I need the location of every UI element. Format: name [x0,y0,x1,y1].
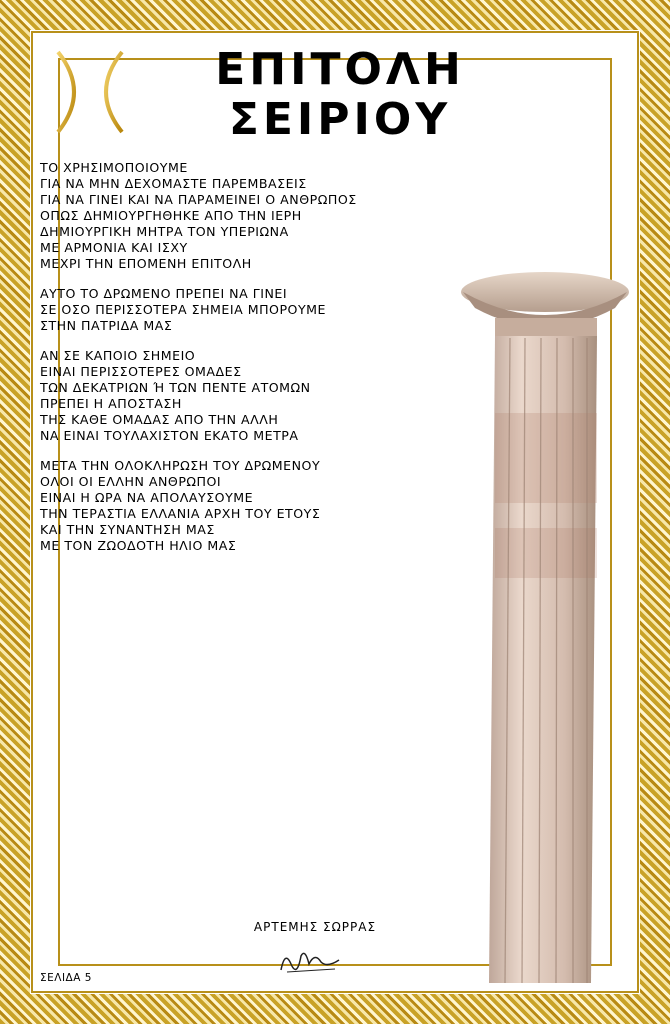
text-line: ΜΕ ΤΟΝ ΖΩΟΔΟΤΗ ΗΛΙΟ ΜΑΣ [40,538,237,553]
stanza-1 [40,160,480,272]
stanza-2 [40,286,480,334]
text-line: ΑΝ ΣΕ ΚΑΠΟΙΟ ΣΗΜΕΙΟ [40,348,196,363]
stanza-3 [40,348,480,444]
text-line: ΝΑ ΕΙΝΑΙ ΤΟΥΛΑΧΙΣΤΟΝ ΕΚΑΤΟ ΜΕΤΡΑ [40,428,299,443]
text-line: ΔΗΜΙΟΥΡΓΙΚΗ ΜΗΤΡΑ ΤΟΝ ΥΠΕΡΙΩΝΑ [40,224,289,239]
text-line: ΣΤΗΝ ΠΑΤΡΙΔΑ ΜΑΣ [40,318,173,333]
text-line: ΟΠΩΣ ΔΗΜΙΟΥΡΓΗΘΗΚΕ ΑΠΟ ΤΗΝ ΙΕΡΗ [40,208,302,223]
letter-body [40,160,480,568]
text-line: ΕΙΝΑΙ Η ΩΡΑ ΝΑ ΑΠΟΛΑΥΣΟΥΜΕ [40,490,254,505]
text-line: ΤΗΣ ΚΑΘΕ ΟΜΑΔΑΣ ΑΠΟ ΤΗΝ ΑΛΛΗ [40,412,279,427]
stanza-4 [40,458,480,554]
doric-column-image [455,268,645,983]
sirius-emblem-icon [40,42,140,142]
text-line: ΓΙΑ ΝΑ ΜΗΝ ΔΕΧΟΜΑΣΤΕ ΠΑΡΕΜΒΑΣΕΙΣ [40,176,307,191]
signature-mark [275,942,345,976]
text-line: ΤΗΝ ΤΕΡΑΣΤΙΑ ΕΛΛΑΝΙΑ ΑΡΧΗ ΤΟΥ ΕΤΟΥΣ [40,506,321,521]
text-line: ΟΛΟΙ ΟΙ ΕΛΛΗΝ ΑΝΘΡΩΠΟΙ [40,474,222,489]
title-line-2: ΣΕΙΡΙΟΥ [228,94,452,145]
text-line: ΤΩΝ ΔΕΚΑΤΡΙΩΝ Ή ΤΩΝ ΠΕΝΤΕ ΑΤΟΜΩΝ [40,380,311,395]
author-name: ΑΡΤΕΜΗΣ ΣΩΡΡΑΣ [253,920,377,934]
text-line: ΜΕΧΡΙ ΤΗΝ ΕΠΟΜΕΝΗ ΕΠΙΤΟΛΗ [40,256,252,271]
text-line: ΑΥΤΟ ΤΟ ΔΡΩΜΕΝΟ ΠΡΕΠΕΙ ΝΑ ΓΙΝΕΙ [40,286,288,301]
page-number: ΣΕΛΙΔΑ 5 [40,972,92,984]
text-line: ΤΟ ΧΡΗΣΙΜΟΠΟΙΟΥΜΕ [40,160,188,175]
text-line: ΕΙΝΑΙ ΠΕΡΙΣΣΟΤΕΡΕΣ ΟΜΑΔΕΣ [40,364,242,379]
text-line: ΜΕΤΑ ΤΗΝ ΟΛΟΚΛΗΡΩΣΗ ΤΟΥ ΔΡΩΜΕΝΟΥ [40,458,321,473]
text-line: ΣΕ ΟΣΟ ΠΕΡΙΣΣΟΤΕΡΑ ΣΗΜΕΙΑ ΜΠΟΡΟΥΜΕ [40,302,326,317]
text-line: ΚΑΙ ΤΗΝ ΣΥΝΑΝΤΗΣΗ ΜΑΣ [40,522,215,537]
title-line-1: ΕΠΙΤΟΛΗ [215,44,465,95]
text-line: ΜΕ ΑΡΜΟΝΙΑ ΚΑΙ ΙΣΧΥ [40,240,188,255]
text-line: ΓΙΑ ΝΑ ΓΙΝΕΙ ΚΑΙ ΝΑ ΠΑΡΑΜΕΙΝΕΙ Ο ΑΝΘΡΩΠΟΣ [40,192,357,207]
text-line: ΠΡΕΠΕΙ Η ΑΠΟΣΤΑΣΗ [40,396,182,411]
